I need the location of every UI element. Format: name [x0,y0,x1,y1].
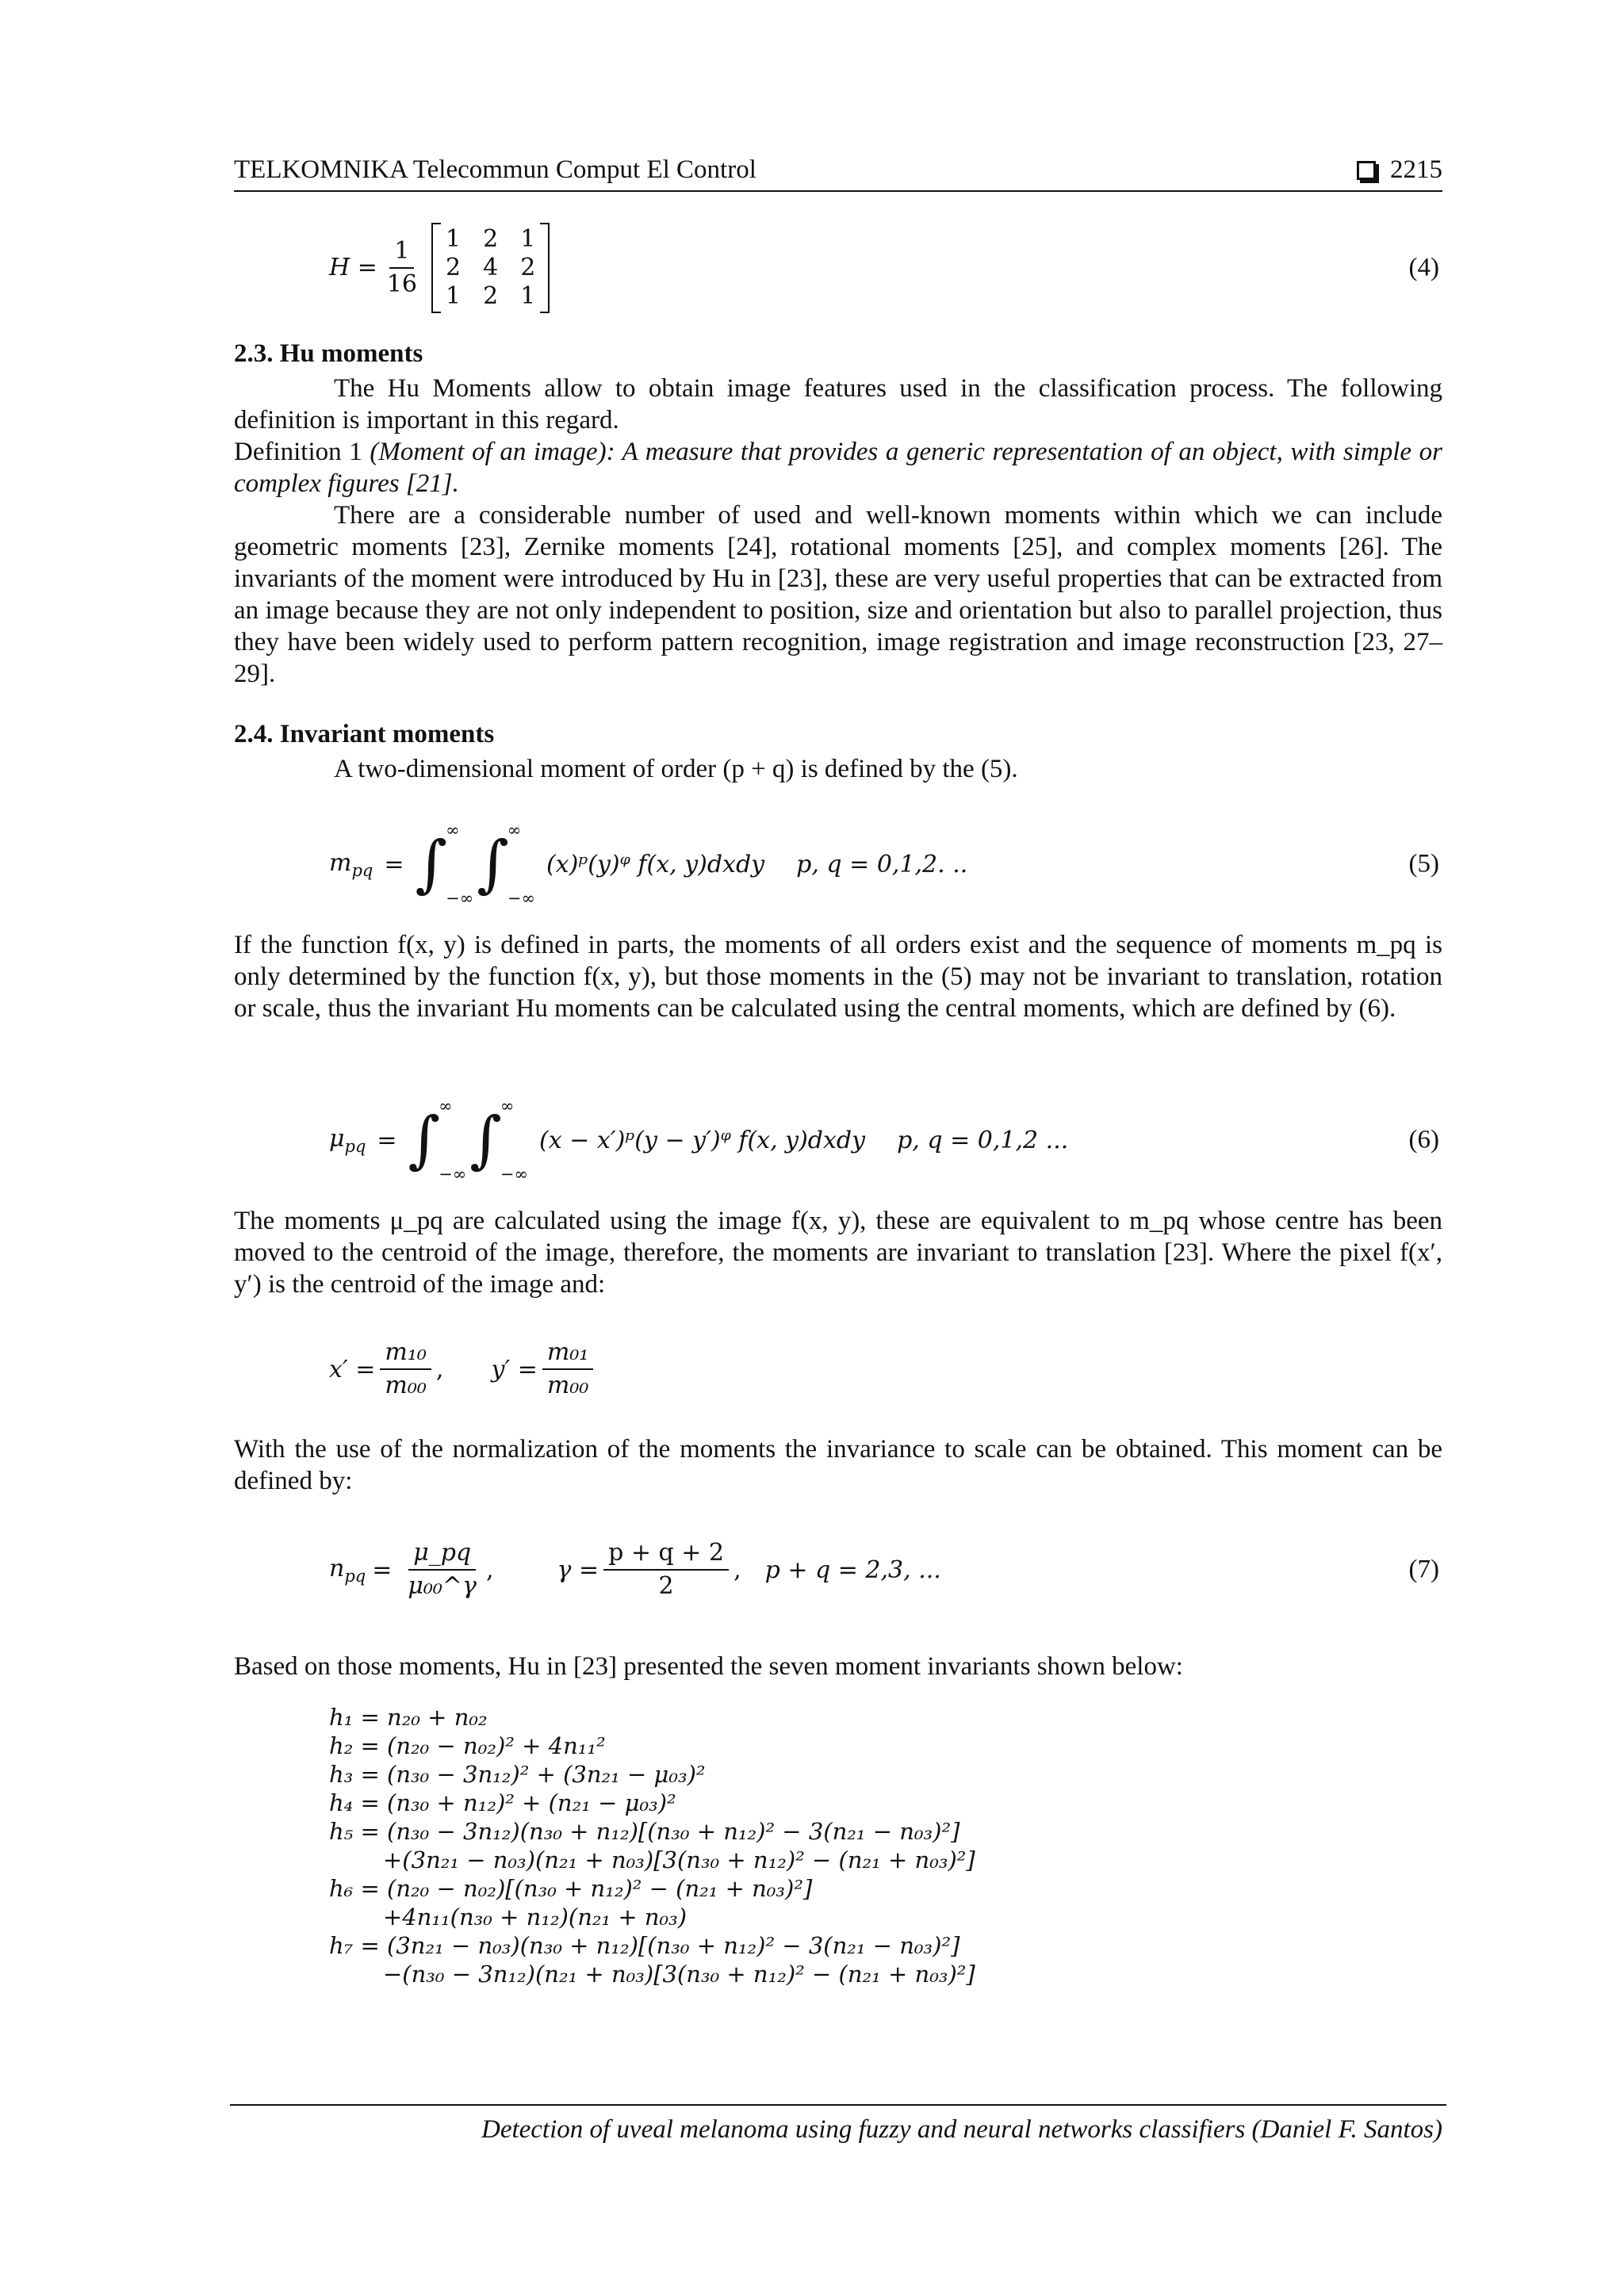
equation-6: $\mu_{pq}$ = ∫ ∞ −∞ ∫ ∞ −∞ (x − x′)ᵖ(y − y′)ᵠ f(x, y)dxdy p, q = 0,1,2 ... (6) [329,1096,1439,1184]
definition-text: (Moment of an image): A measure that provides a generic representation of an object, with simple or complex figures [21]. [234,438,1442,498]
eq5-lhs: $m_{pq}$ [329,848,373,880]
hu-invariant: h₇ = (3n₂₁ − n₀₃)(n₃₀ + n₁₂)[(n₃₀ + n₁₂)² − 3(n₂₁ − n₀₃)²] [329,1932,960,1959]
page-number: 2215 [1390,155,1442,184]
running-footer: Detection of uveal melanoma using fuzzy and neural networks classifiers (Daniel F. Santos) [481,2115,1442,2144]
hu-invariant-continuation: +(3n₂₁ − n₀₃)(n₂₁ + n₀₃)[3(n₃₀ + n₁₂)² − (n₂₁ + n₀₃)²] [383,1846,975,1873]
hu-invariant-continuation: −(n₃₀ − 3n₁₂)(n₂₁ + n₀₃)[3(n₃₀ + n₁₂)² − (n₂₁ + n₀₃)²] [383,1961,975,1988]
definition-label: Definition 1 [234,438,370,466]
hu-invariant: h₁ = n₂₀ + n₀₂ [329,1704,488,1731]
header-right [1357,155,1442,185]
definition-1 [234,436,1442,499]
equation-number: (7) [1408,1555,1439,1584]
paragraph: A two-dimensional moment of order (p + q) is defined by the (5). [334,755,1018,783]
running-header [234,155,1442,190]
hu-invariant: h₆ = (n₂₀ − n₀₂)[(n₃₀ + n₁₂)² − (n₂₁ + n₀₃)²] [329,1875,813,1902]
matrix-row: 1 2 1 [446,224,536,253]
eq5-condition: p, q = 0,1,2. .. [796,850,968,878]
paragraph: There are a considerable number of used and well-known moments within which we can include geometric moments [23], Zernike moments [24], rotational moments [25], and complex moments [26]. The invariants of the moment were introduced by Hu in [23], these are very useful properties that can be extracted from an image because they are not only independent to position, size and orientation but also to parallel projection, thus they have been widely used to perform pattern recognition, image registration and image reconstruction [23, 27–29]. [234,501,1442,688]
paragraph: If the function f(x, y) is defined in parts, the moments of all orders exist and the sequence of moments m_pq is only determined by the function f(x, y), but those moments in the (5) may not be invariant to translation, rotation or scale, thus the invariant Hu moments can be calculated using the central moments, which are defined by (6). [234,931,1442,1023]
eq5-integrand: (x)ᵖ(y)ᵠ f(x, y)dxdy [546,850,765,878]
hu-invariant: h₅ = (n₃₀ − 3n₁₂)(n₃₀ + n₁₂)[(n₃₀ + n₁₂)² − 3(n₂₁ − n₀₃)²] [329,1818,960,1845]
integral-sign: ∫ ∞ −∞ [469,1096,528,1184]
paragraph: Based on those moments, Hu in [23] presented the seven moment invariants shown below: [234,1652,1183,1681]
centroid-equation: x′ = $\frac{\text{m₁₀}}{\text{m₀₀}}$ , y′ = $\frac{\text{m₀₁}}{\text{m₀₀}}$ [329,1326,1439,1413]
hu-invariant: h₄ = (n₃₀ + n₁₂)² + (n₂₁ − μ₀₃)² [329,1789,676,1816]
paragraph: The moments μ_pq are calculated using the image f(x, y), these are equivalent to m_pq whose centre has been moved to the centroid of the image, therefore, the moments are invariant to translation [23]. Where the pixel f(x′, y′) is the centroid of the image and: [234,1207,1442,1299]
equation-number: (4) [1408,253,1439,281]
square-icon [1357,161,1376,180]
matrix-row: 2 4 2 [446,253,536,281]
hu-invariant: h₃ = (n₃₀ − 3n₁₂)² + (3n₂₁ − μ₀₃)² [329,1761,706,1788]
equation-number: (6) [1408,1125,1439,1154]
eq4-matrix [431,223,550,313]
paragraph: With the use of the normalization of the moments the invariance to scale can be obtained. This moment can be defined by: [234,1435,1442,1495]
eq4-scale: $\frac{1}{16}$ [386,236,418,298]
footer-rule [230,2104,1446,2106]
integral-sign: ∫ ∞ −∞ [408,1096,467,1184]
equation-4 [329,218,1439,317]
eq6-condition: p, q = 0,1,2 ... [897,1126,1069,1154]
integral-sign: ∫ ∞ −∞ [477,821,535,908]
paragraph: The Hu Moments allow to obtain image features used in the classification process. The following definition is important in this regard. [234,374,1442,434]
equation-7: $n_{pq}$ = $\frac{\mu\_pq}{\text{μ₀₀\textasciicircum{}γ}}$ , γ = $\frac{p + q + 2}{2}$ , p + q = 2,3, ... (7) [329,1539,1439,1600]
section-heading-2-4: 2.4. Invariant moments [234,720,495,748]
header-rule [234,190,1442,192]
integral-sign: ∫ ∞ −∞ [415,821,474,908]
journal-title: TELKOMNIKA Telecommun Comput El Control [234,155,756,184]
hu-invariant: h₂ = (n₂₀ − n₀₂)² + 4n₁₁² [329,1732,606,1759]
equation-5: $m_{pq}$ = ∫ ∞ −∞ ∫ ∞ −∞ (x)ᵖ(y)ᵠ f(x, y)dxdy p, q = 0,1,2. .. (5) [329,821,1439,908]
equation-number: (5) [1408,849,1439,878]
hu-invariants-list [329,1703,975,1988]
section-heading-2-3: 2.3. Hu moments [234,339,423,368]
matrix-row: 1 2 1 [446,281,536,310]
eq6-lhs: $\mu_{pq}$ [329,1124,366,1156]
eq6-integrand: (x − x′)ᵖ(y − y′)ᵠ f(x, y)dxdy [539,1126,866,1154]
eq4-lhs: H = [329,254,377,281]
hu-invariant-continuation: +4n₁₁(n₃₀ + n₁₂)(n₂₁ + n₀₃) [383,1904,688,1931]
